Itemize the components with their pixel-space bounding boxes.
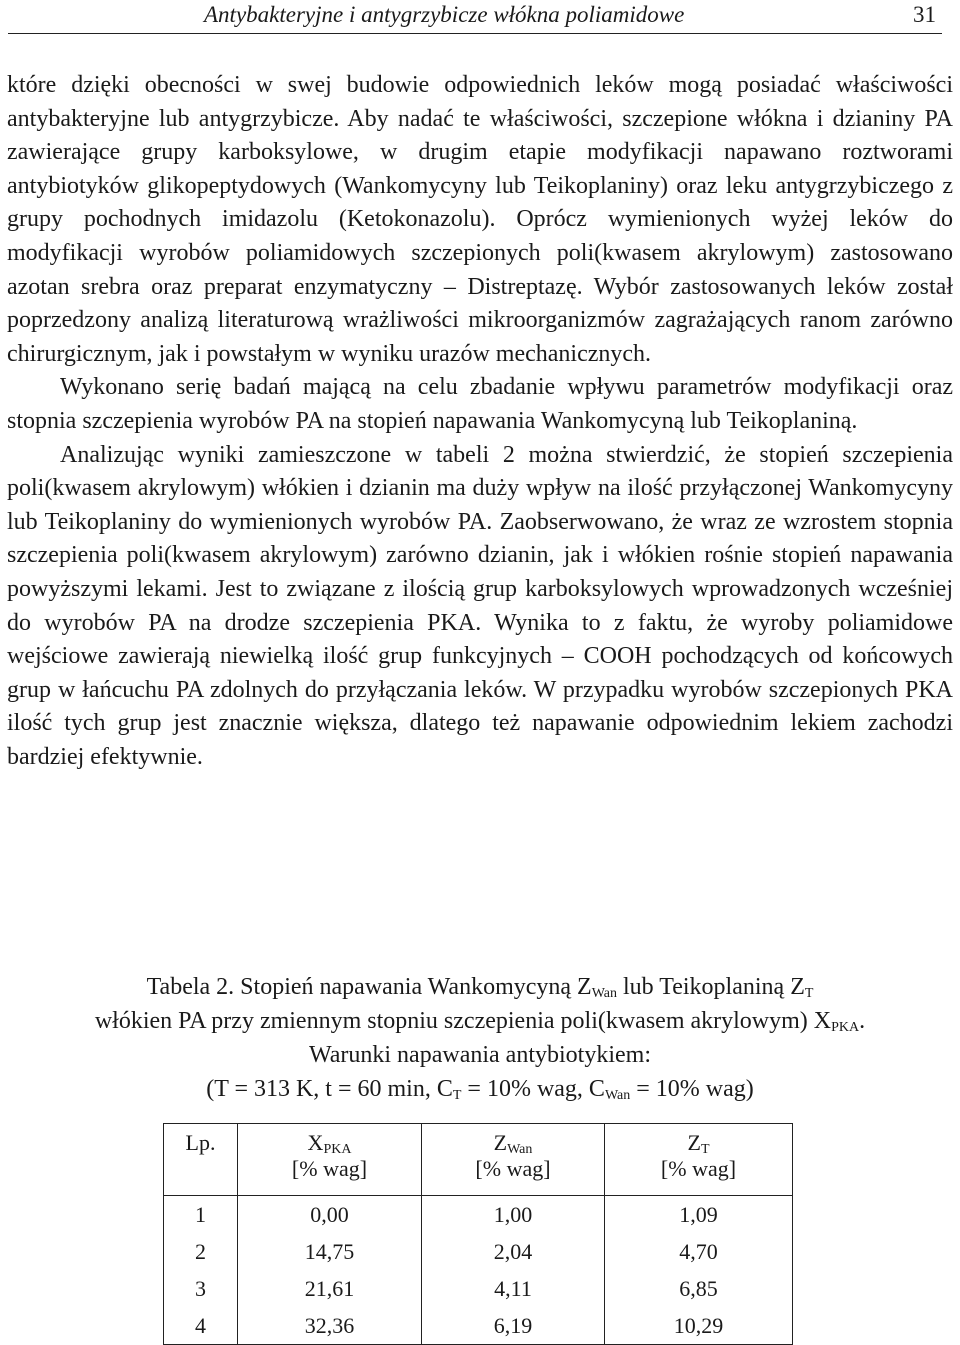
header-unit: [% wag] — [660, 1156, 737, 1181]
table-cell: 32,36 — [304, 1313, 355, 1338]
caption-subscript: T — [452, 1088, 462, 1103]
column-lp — [164, 1196, 238, 1345]
caption-subscript: T — [804, 986, 814, 1001]
paragraph-1: które dzięki obecności w swej budowie odpowiednich leków mogą posiadać właściwości antybakteryjne lub antygrzybicze. Aby nadać te właściwości, szczepione włókna i dzianiny PA zawierające grupy karboksylowe, w drugim etapie modyfikacji napawano roztworami antybiotyków glikopeptydowych (Wankomycyny lub Teikoplaniny) oraz leku antygrzybiczego z grupy pochodnych imidazolu (Ketokonazolu). Oprócz wymienionych wyżej leków do modyfikacji wyrobów poliamidowych szczepionych poli(kwasem akrylowym) zastosowano azotan srebra oraz preparat enzymatyczny – Distreptazę. Wybór zastosowanych leków został poprzedzony analizą literaturową wrażliwości mikroorganizmów zagrażających ranom zarówno chirurgicznym, jak i powstałym w wyniku urazów mechanicznych. — [7, 72, 953, 367]
caption-line-3: Warunki napawania antybiotykiem: — [309, 1042, 651, 1068]
caption-text: = 10% wag) — [630, 1076, 754, 1102]
paragraph-3: Analizując wyniki zamieszczone w tabeli 2 można stwierdzić, że stopień szczepienia poli(kwasem akrylowym) włókien i dzianin ma duży wpływ na ilość przyłączonej Wankomycyny lub Teikoplaniny do wymienionych wyrobów PA. Zaobserwowano, że wraz ze wzrostem stopnia szczepienia poli(kwasem akrylowym) zarówno dzianin, jak i włókien rośnie stopień napawania powyższymi lekami. Jest to związane z ilością grup karboksylowych wprowadzonych wcześniej do wyrobów PA na drodze szczepienia PKA. Wynika to z faktu, że wyroby poliamidowe wejściowe zawierają niewielką ilość grup funkcyjnych – COOH pochodzących od końcowych grup w łańcuchu PA zdolnych do przyłączania leków. W przypadku wyrobów szczepionych PKA ilość tych grup jest znacznie większa, dlatego też napawanie odpowiednim lekiem zachodzi bardziej efektywnie. — [7, 441, 953, 770]
body-text — [7, 69, 953, 774]
page-number: 31 — [913, 2, 936, 27]
column-x-pka — [238, 1196, 422, 1345]
table-cell: 2,04 — [493, 1239, 533, 1264]
header-subscript: T — [700, 1142, 710, 1157]
header-label: Z — [493, 1130, 508, 1155]
table-cell: 6,85 — [679, 1276, 718, 1301]
table-header-row — [164, 1124, 793, 1196]
column-z-wan — [422, 1196, 605, 1345]
caption-subscript: Wan — [604, 1088, 631, 1103]
paragraph-2: Wykonano serię badań mającą na celu zbadanie wpływu parametrów modyfikacji oraz stopnia szczepienia wyrobów PA na stopień napawania Wankomycyną lub Teikoplaniną. — [7, 374, 953, 434]
caption-text: Tabela 2. Stopień napawania Wankomycyną Z — [146, 974, 592, 1000]
header-label: Z — [687, 1130, 701, 1155]
header-z-wan — [422, 1124, 605, 1196]
table-cell: 1,09 — [679, 1202, 718, 1227]
caption-text: . — [859, 1008, 866, 1034]
table-cell: 4,70 — [679, 1239, 718, 1264]
caption-line-2 — [0, 1004, 960, 1038]
header-label: X — [307, 1130, 324, 1155]
table-cell: 1 — [195, 1202, 206, 1227]
table-cell: 2 — [195, 1239, 206, 1264]
table-cell: 4 — [195, 1313, 206, 1338]
header-unit: [% wag] — [475, 1156, 551, 1181]
header-subscript: Wan — [507, 1142, 533, 1157]
header-lp — [164, 1124, 238, 1196]
column-z-t — [605, 1196, 793, 1345]
table-cell: 10,29 — [673, 1313, 724, 1338]
caption-text: (T = 313 K, t = 60 min, C — [206, 1076, 453, 1102]
header-z-t — [605, 1124, 793, 1196]
header-unit: [% wag] — [291, 1156, 368, 1181]
header-subscript: PKA — [323, 1142, 352, 1157]
header-label: Lp. — [185, 1130, 216, 1155]
running-title: Antybakteryjne i antygrzybicze włókna poliamidowe — [204, 2, 685, 27]
caption-text: lub Teikoplaniną Z — [617, 974, 805, 1000]
data-table — [163, 1123, 793, 1345]
table-cell: 1,00 — [493, 1202, 533, 1227]
table-body-row — [164, 1196, 793, 1345]
table-caption — [0, 970, 960, 1106]
caption-text: włókien PA przy zmiennym stopniu szczepienia poli(kwasem akrylowym) X — [94, 1008, 832, 1034]
running-header — [8, 0, 942, 34]
caption-line-1 — [0, 970, 960, 1004]
caption-subscript: PKA — [831, 1020, 860, 1035]
table-cell: 14,75 — [304, 1239, 355, 1264]
caption-line-4 — [0, 1072, 960, 1106]
table-cell: 21,61 — [304, 1276, 355, 1301]
table-cell: 0,00 — [310, 1202, 349, 1227]
table-cell: 4,11 — [494, 1276, 532, 1301]
caption-text: = 10% wag, C — [461, 1076, 605, 1102]
header-x-pka — [238, 1124, 422, 1196]
table-cell: 6,19 — [493, 1313, 533, 1338]
caption-subscript: Wan — [591, 986, 618, 1001]
table-cell: 3 — [195, 1276, 206, 1301]
